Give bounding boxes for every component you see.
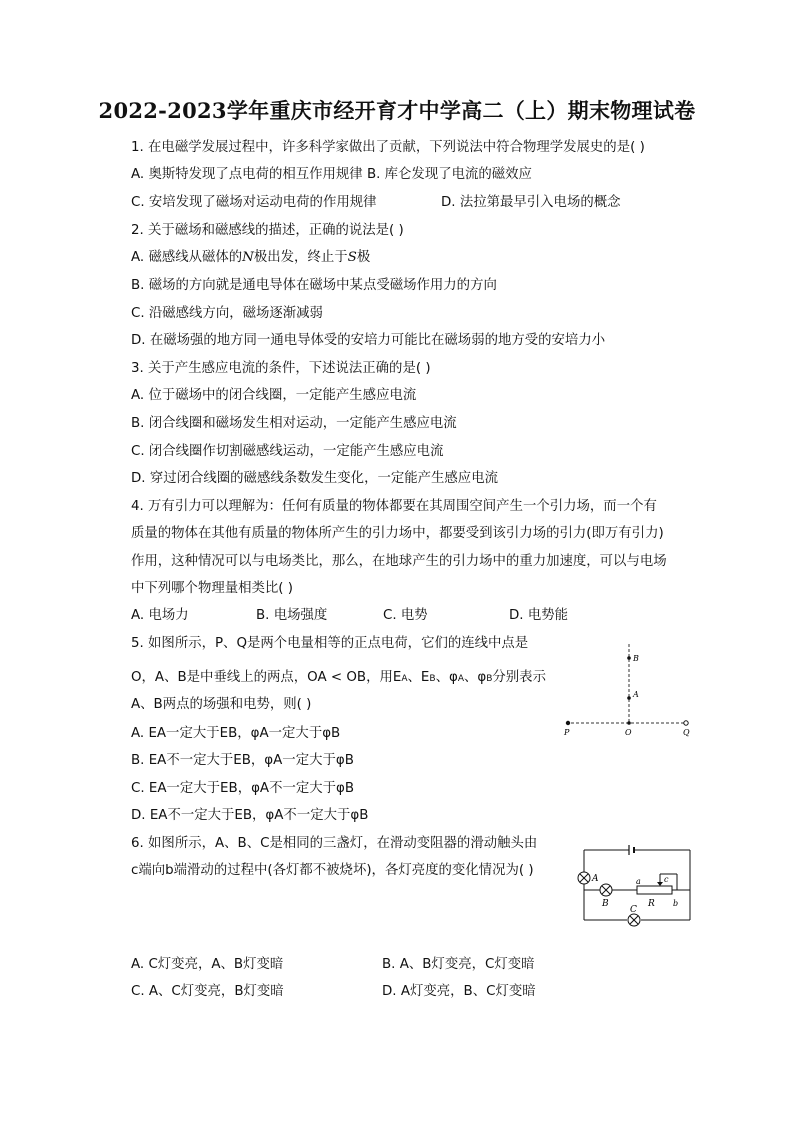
question-1-options-ab: A. 奥斯特发现了点电荷的相互作用规律 B. 库仑发现了电流的磁效应 xyxy=(131,167,532,182)
question-5-stem-line-2: O，A、B是中垂线上的两点，OA < OB，用EA、EB、φA、φB分别表示 xyxy=(131,670,546,685)
question-5-option-b: B. EA不一定大于EB，φA一定大于φB xyxy=(131,753,354,768)
question-5-option-a: A. EA一定大于EB，φA一定大于φB xyxy=(131,726,341,741)
lamp-label-C: C xyxy=(630,905,637,915)
question-6-option-a: A. C灯变亮，A、B灯变暗 xyxy=(131,957,284,972)
label-R: R xyxy=(648,899,655,909)
label-O: O xyxy=(625,728,632,737)
question-4-option-a: A. 电场力 xyxy=(131,608,189,623)
question-3-option-a: A. 位于磁场中的闭合线圈，一定能产生感应电流 xyxy=(131,388,417,403)
figure-point-charges xyxy=(556,640,706,742)
q2a-text-1: A. 磁感线从磁体的 xyxy=(131,250,243,265)
question-4-option-d: D. 电势能 xyxy=(509,608,568,623)
figure-circuit xyxy=(572,842,702,932)
question-5-option-d: D. EA不一定大于EB，φA不一定大于φB xyxy=(131,808,369,823)
question-6-stem-line-1: 6. 如图所示，A、B、C是相同的三盏灯，在滑动变阻器的滑动触头由 xyxy=(131,836,538,851)
label-B: B xyxy=(633,654,639,663)
question-3-option-c: C. 闭合线圈作切割磁感线运动，一定能产生感应电流 xyxy=(131,444,444,459)
question-4-stem-line-4: 中下列哪个物理量相类比( ) xyxy=(131,581,294,596)
question-1-option-d: D. 法拉第最早引入电场的概念 xyxy=(441,195,621,210)
label-Q: Q xyxy=(683,728,690,737)
question-6-stem-line-2: c端向b端滑动的过程中(各灯都不被烧坏)，各灯亮度的变化情况为( ) xyxy=(131,863,534,878)
label-b: b xyxy=(673,899,679,908)
question-2-option-c: C. 沿磁感线方向，磁场逐渐减弱 xyxy=(131,306,323,321)
question-5-stem-line-3: A、B两点的场强和电势，则( ) xyxy=(131,697,312,712)
question-2-option-a xyxy=(131,249,370,267)
page-title: 2022-2023学年重庆市经开育才中学高二（上）期末物理试卷 xyxy=(98,98,696,123)
q5-line2-text: O，A、B是中垂线上的两点，OA < OB，用E xyxy=(131,670,402,685)
question-3-option-b: B. 闭合线圈和磁场发生相对运动，一定能产生感应电流 xyxy=(131,416,457,431)
question-4-stem-line-2: 质量的物体在其他有质量的物体所产生的引力场中，都要受到该引力场的引力(即万有引力) xyxy=(131,526,664,541)
q2a-text-3: 极 xyxy=(356,250,371,265)
label-P: P xyxy=(564,728,570,737)
question-5-option-c: C. EA一定大于EB，φA不一定大于φB xyxy=(131,781,355,796)
question-4-stem-line-1: 4. 万有引力可以理解为：任何有质量的物体都要在其周围空间产生一个引力场，而一个有 xyxy=(131,499,657,514)
label-c: c xyxy=(664,875,669,884)
question-6-option-c: C. A、C灯变亮，B灯变暗 xyxy=(131,984,284,999)
q2a-s: S xyxy=(347,250,357,265)
lamp-label-B: B xyxy=(602,899,609,909)
question-4-option-c: C. 电势 xyxy=(383,608,428,623)
question-6-option-d: D. A灯变亮，B、C灯变暗 xyxy=(382,984,536,999)
question-1-option-c: C. 安培发现了磁场对运动电荷的作用规律 xyxy=(131,195,377,210)
question-4-option-b: B. 电场强度 xyxy=(256,608,328,623)
question-2-option-d: D. 在磁场强的地方同一通电导体受的安培力可能比在磁场弱的地方受的安培力小 xyxy=(131,333,606,348)
question-6-option-b: B. A、B灯变亮，C灯变暗 xyxy=(382,957,535,972)
question-3-option-d: D. 穿过闭合线圈的磁感线条数发生变化，一定能产生感应电流 xyxy=(131,471,498,486)
question-1-stem: 1. 在电磁学发展过程中，许多科学家做出了贡献，下列说法中符合物理学发展史的是( ) xyxy=(131,140,645,155)
question-3-stem: 3. 关于产生感应电流的条件，下述说法正确的是( ) xyxy=(131,361,431,376)
question-5-stem-line-1: 5. 如图所示，P、Q是两个电量相等的正点电荷，它们的连线中点是 xyxy=(131,636,529,651)
question-4-stem-line-3: 作用，这种情况可以与电场类比，那么，在地球产生的引力场中的重力加速度，可以与电场 xyxy=(131,554,667,569)
q2a-n: N xyxy=(242,250,254,265)
question-2-option-b: B. 磁场的方向就是通电导体在磁场中某点受磁场作用力的方向 xyxy=(131,278,497,293)
label-A: A xyxy=(633,690,639,699)
lamp-label-A: A xyxy=(592,874,599,884)
label-a: a xyxy=(636,877,641,886)
question-2-stem: 2. 关于磁场和磁感线的描述，正确的说法是( ) xyxy=(131,223,404,238)
q2a-text-2: 极出发，终止于 xyxy=(253,250,348,265)
